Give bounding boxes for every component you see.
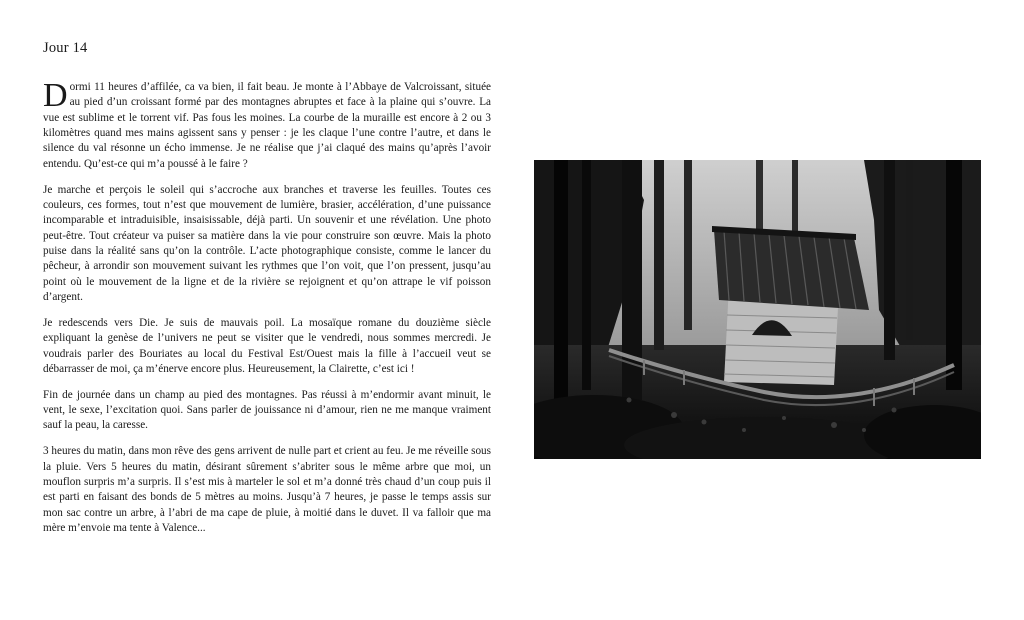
paragraph-5: 3 heures du matin, dans mon rêve des gens arrivent de nulle part et crient au feu. Je me réveille sous la pluie. Vers 5 heures du matin, désirant sûrement s’abriter sous le même arbre que moi, un mouflon surpris m’a surpris. Il s’est mis à marteler le sol et m’a donné très chaud d’un coup puis il est parti en faisant des bonds de 5 mètres au moins. Jusqu’à 7 heures, je passe le temps assis sur mon sac contre un arbre, à l’abri de ma cape de pluie, à moitié dans le duvet. Il va falloir que ma mère m’envoie ma tente à Valence... — [43, 445, 491, 534]
page-title: Jour 14 — [43, 40, 88, 56]
journal-text — [43, 77, 491, 547]
paragraph-2: Je marche et perçois le soleil qui s’accroche aux branches et traverse les feuilles. Toutes ces couleurs, ces formes, tout n’est que mouvement de lumière, brasier, accélération, d’une puissance incomparable et intraduisible, insaisissable, déjà parti. Un souvenir et une révélation. Une photo peut-être. Tout créateur va puiser sa matière dans la vie pour construire son œuvre. Mais la photo puise dans la réalité sans qu’on la contrôle. L’acte photographique consiste, comme le lancer du pêcheur, à arrondir son mouvement suivant les rythmes que l’on voit, que l’on pressent, jusqu’au point où le mouvement de la ligne et de la rivière se rejoignent et qu’on attrape le vif poisson d’argent. — [43, 183, 491, 303]
paragraph-4: Fin de journée dans un champ au pied des montagnes. Pas réussi à m’endormir avant minuit, le vent, le sexe, l’excitation quoi. Sans parler de jouissance ni d’amour, rien ne me manque vraiment sauf la peau, la caresse. — [43, 388, 491, 432]
forest-hut-photo — [534, 160, 981, 459]
paragraph-1-text: ormi 11 heures d’affilée, ca va bien, il fait beau. Je monte à l’Abbaye de Valcroissant, située au pied d’un croissant formé par des montagnes abruptes et face à la plaine qui s’ouvre. La vue est sublime et le torrent vif. Pas fous les moines. La courbe de la muraille est encore à 2 ou 3 kilomètres quand mes mains agissent sans y penser : je les claque l’une contre l’autre, et dans le silence du val résonne un écho immense. Je ne réalise que j’ai claqué des mains qu’après l’avoir entendu. Qu’est-ce qui m’a poussé à le faire ? — [43, 81, 491, 170]
paragraph-1 — [43, 77, 491, 172]
paragraph-3: Je redescends vers Die. Je suis de mauvais poil. La mosaïque romane du douzième siècle expliquant la genèse de l’univers ne peut se visiter que le vendredi, nous sommes mercredi. Je voudrais parler des Bouriates au local du Festival Est/Ouest mais la fille à l’accueil veut se débarrasser de moi, ça m’énerve encore plus. Heureusement, la Clairette, c’est ici ! — [43, 316, 491, 375]
drop-cap: D — [43, 77, 68, 114]
